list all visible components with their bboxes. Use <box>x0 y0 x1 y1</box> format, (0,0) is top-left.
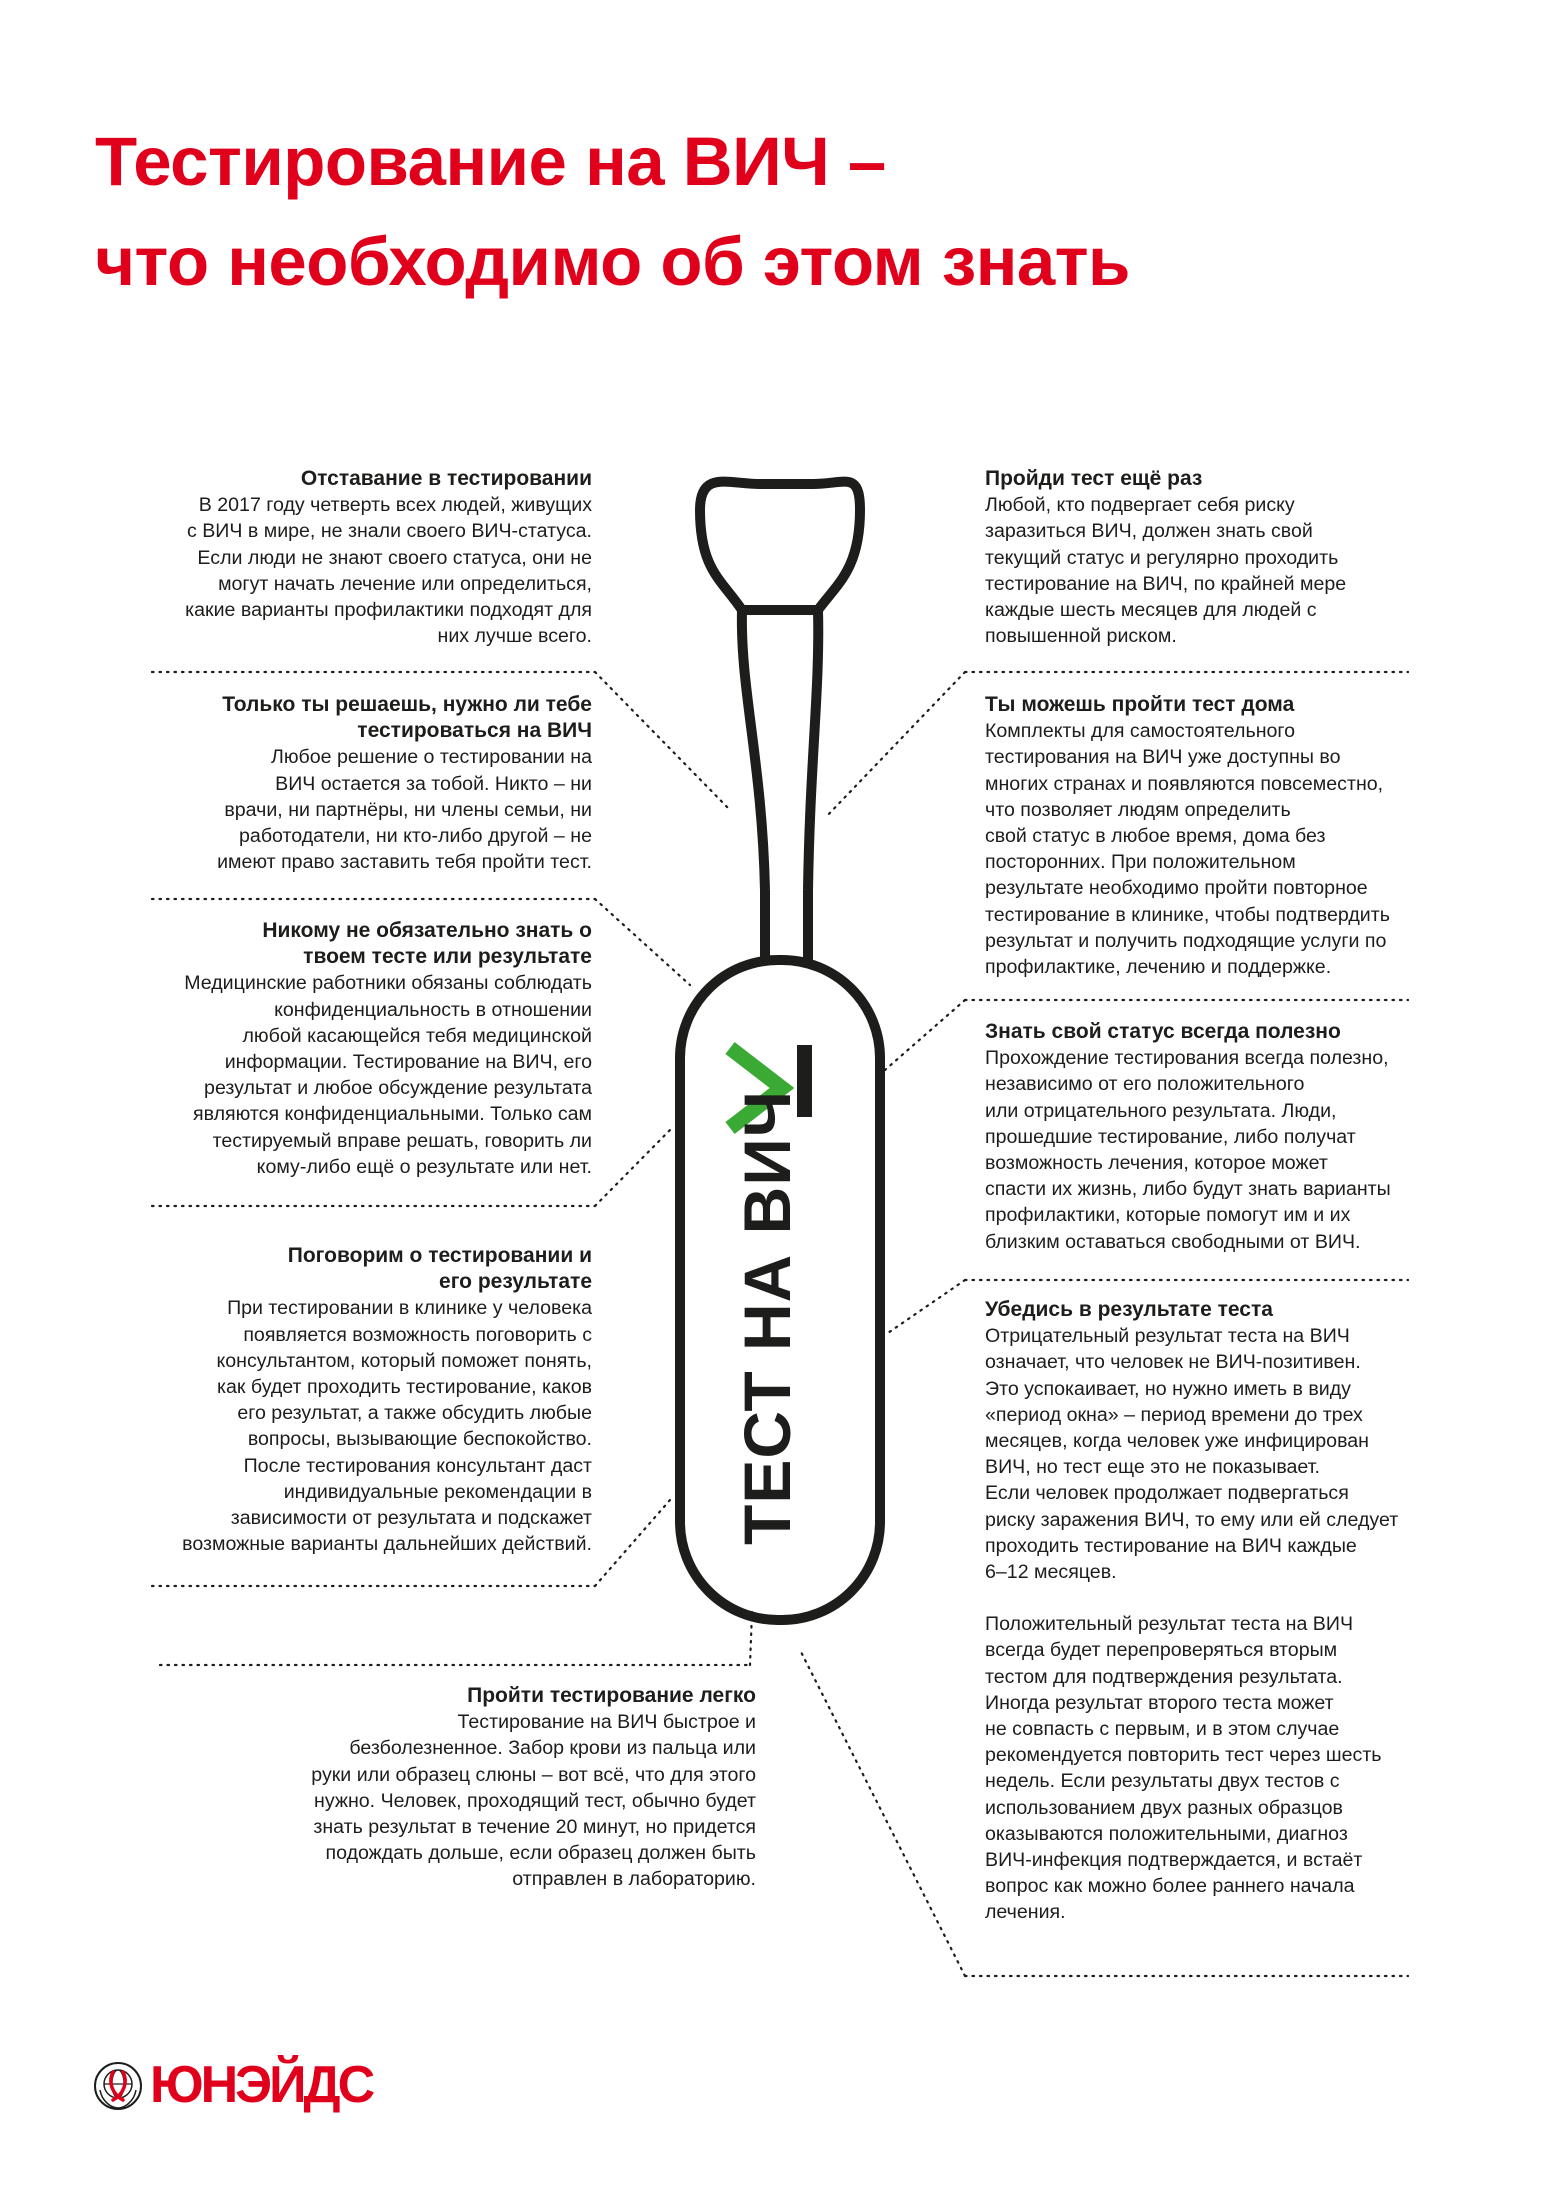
section-body-line: Прохождение тестирования всегда полезно, <box>985 1047 1389 1070</box>
section-body-line: тестом для подтверждения результата. <box>985 1665 1343 1688</box>
title-line-2: что необходимо об этом знать <box>95 223 1130 300</box>
section-heading: Только ты решаешь, нужно ли тебе <box>222 693 592 716</box>
section-heading: Убедись в результате теста <box>985 1298 1273 1321</box>
section-body-line: вопрос как можно более раннего начала <box>985 1875 1355 1898</box>
section-body-line: месяцев, когда человек уже инфицирован <box>985 1430 1369 1453</box>
section-body-line: руки или образец слюны – вот всё, что для этого <box>311 1763 756 1786</box>
section-easy-testing <box>300 1683 756 1893</box>
section-counselling <box>150 1243 592 1557</box>
section-heading: твоем тесте или результате <box>303 945 592 969</box>
section-home-test <box>985 692 1425 980</box>
section-body-line: подождать дольше, если образец должен быть <box>325 1842 756 1865</box>
section-body-line: означает, что человек не ВИЧ-позитивен. <box>985 1351 1361 1374</box>
section-body-line: текущий статус и регулярно проходить <box>985 546 1339 569</box>
section-body-line: профилактике, лечению и поддержке. <box>985 956 1332 979</box>
section-body-line: Иногда результат второго теста может <box>985 1691 1334 1714</box>
section-body-line: рекомендуется повторить тест через шесть <box>985 1744 1382 1767</box>
section-body-line: независимо от его положительного <box>985 1073 1305 1096</box>
section-body-line: многих странах и появляются повсеместно, <box>985 772 1384 795</box>
section-body-line: конфиденциальность в отношении <box>274 998 592 1021</box>
section-body-line: ВИЧ остается за тобой. Никто – ни <box>275 772 592 795</box>
section-confirm-result <box>985 1297 1425 1926</box>
section-body-line: возможные варианты дальнейших действий. <box>182 1533 592 1556</box>
section-body-line: профилактики, которые помогут им и их <box>985 1204 1351 1227</box>
section-body-line: Комплекты для самостоятельного <box>985 720 1296 743</box>
section-body-line: ВИЧ-инфекция подтверждается, и встаёт <box>985 1849 1363 1872</box>
section-body-line: риску заражения ВИЧ, то ему или ей следует <box>985 1508 1399 1531</box>
section-body-line: прошедшие тестирование, либо получат <box>985 1125 1356 1148</box>
unaids-logo-text: ЮНЭЙДС <box>150 2056 373 2114</box>
section-body-line: результате необходимо пройти повторное <box>985 877 1368 900</box>
section-heading: Пройти тестирование легко <box>467 1684 756 1707</box>
section-test-again <box>985 466 1425 649</box>
section-heading: Отставание в тестировании <box>300 467 592 490</box>
section-body-line: ВИЧ, но тест еще это не показывает. <box>985 1456 1320 1479</box>
section-body-line: 6–12 месяцев. <box>985 1561 1117 1584</box>
section-body-line: не совпасть с первым, и в этом случае <box>985 1718 1340 1741</box>
section-heading: Знать свой статус всегда полезно <box>985 1020 1341 1043</box>
device-label: ТЕСТ НА ВИЧ <box>730 1089 804 1545</box>
section-body-line: Отрицательный результат теста на ВИЧ <box>985 1325 1350 1348</box>
section-body-line: близким оставаться свободными от ВИЧ. <box>985 1230 1361 1253</box>
section-body-line: Если люди не знают своего статуса, они не <box>197 546 592 569</box>
section-body-line: или отрицательного результата. Люди, <box>985 1099 1337 1122</box>
section-body-line: что позволяет людям определить <box>985 798 1291 821</box>
unaids-emblem-icon <box>92 2060 144 2112</box>
section-heading: Никому не обязательно знать о <box>262 919 592 942</box>
section-body-line: врачи, ни партнёры, ни члены семьи, ни <box>224 798 592 821</box>
section-body-line: какие варианты профилактики подходят для <box>185 599 592 622</box>
section-heading: Пройди тест ещё раз <box>985 467 1203 490</box>
section-body-line: После тестирования консультант даст <box>243 1454 592 1477</box>
section-body-line: них лучше всего. <box>437 625 592 648</box>
section-body-line: являются конфиденциальными. Только сам <box>193 1103 592 1126</box>
section-body-line: как будет проходить тестирование, каков <box>217 1376 592 1399</box>
section-body-line: посторонних. При положительном <box>985 851 1296 874</box>
section-body-line: лечения. <box>985 1901 1066 1924</box>
section-body-line: работодатели, ни кто-либо другой – не <box>239 825 592 848</box>
section-body-line: спасти их жизнь, либо будут знать варианты <box>985 1178 1391 1201</box>
section-body-line: Любой, кто подвергает себя риску <box>985 494 1295 517</box>
section-body-line: любой касающейся тебя медицинской <box>242 1024 592 1047</box>
section-body-line: Положительный результат теста на ВИЧ <box>985 1613 1354 1636</box>
section-body-line: Это успокаивает, но нужно иметь в виду <box>985 1377 1351 1400</box>
section-body-line: При тестировании в клинике у человека <box>227 1297 592 1320</box>
section-body-line: имеют право заставить тебя пройти тест. <box>217 851 592 874</box>
section-body-line: индивидуальные рекомендации в <box>283 1480 592 1503</box>
section-body-line: Тестирование на ВИЧ быстрое и <box>457 1711 756 1734</box>
section-your-decision <box>150 692 592 875</box>
section-body-line: недель. Если результаты двух тестов с <box>985 1770 1340 1793</box>
section-confidentiality <box>150 918 592 1180</box>
title-line-1: Тестирование на ВИЧ – <box>95 123 886 200</box>
section-body-line: «период окна» – период времени до трех <box>985 1403 1363 1426</box>
section-heading: Ты можешь пройти тест дома <box>985 693 1295 716</box>
section-body-line: его результат, а также обсудить любые <box>237 1402 592 1425</box>
section-body-line: могут начать лечение или определиться, <box>218 572 592 595</box>
section-body-line: В 2017 году четверть всех людей, живущих <box>198 494 592 517</box>
section-body-line: оказываются положительными, диагноз <box>985 1822 1348 1845</box>
section-body-line: результат и получить подходящие услуги по <box>985 929 1387 952</box>
section-body-line: безболезненное. Забор крови из пальца или <box>349 1737 756 1760</box>
section-body-line: тестирование на ВИЧ, по крайней мере <box>985 572 1347 595</box>
section-body-line: результат и любое обсуждение результата <box>204 1077 592 1100</box>
section-know-status <box>985 1019 1425 1255</box>
section-body-line: каждые шесть месяцев для людей с <box>985 599 1317 622</box>
section-heading: тестироваться на ВИЧ <box>357 719 592 743</box>
section-body-line: вопросы, вызывающие беспокойство. <box>247 1428 592 1451</box>
section-body-line: тестирование в клинике, чтобы подтвердить <box>985 903 1390 926</box>
section-heading: его результате <box>439 1270 592 1294</box>
section-body-line: кому-либо ещё о результате или нет. <box>256 1155 592 1178</box>
section-body-line: знать результат в течение 20 минут, но придется <box>313 1816 756 1839</box>
section-body-line: тестируемый вправе решать, говорить ли <box>212 1129 592 1152</box>
section-body-line: Если человек продолжает подвергаться <box>985 1482 1349 1505</box>
section-body-line: нужно. Человек, проходящий тест, обычно будет <box>314 1789 756 1812</box>
section-body-line: использованием двух разных образцов <box>985 1796 1343 1819</box>
section-body-line: Медицинские работники обязаны соблюдать <box>184 972 592 995</box>
section-body-line: отправлен в лабораторию. <box>512 1868 756 1891</box>
section-body-line: консультантом, который поможет понять, <box>216 1349 592 1372</box>
section-body-line: тестирования на ВИЧ уже доступны во <box>985 746 1341 769</box>
section-body-line: проходить тестирование на ВИЧ каждые <box>985 1534 1357 1557</box>
section-body-line: заразиться ВИЧ, должен знать свой <box>985 520 1313 543</box>
section-body-line: Любое решение о тестировании на <box>271 746 592 769</box>
section-body-line: повышенной риском. <box>985 625 1177 648</box>
section-body-line: зависимости от результата и подскажет <box>230 1507 592 1530</box>
section-body-line: свой статус в любое время, дома без <box>985 825 1326 848</box>
section-body-line: появляется возможность поговорить с <box>243 1323 592 1346</box>
section-heading: Поговорим о тестировании и <box>287 1244 592 1267</box>
section-body-line: всегда будет перепроверяться вторым <box>985 1639 1338 1662</box>
section-testing-gap <box>150 466 592 649</box>
section-body-line: информации. Тестирование на ВИЧ, его <box>224 1051 592 1074</box>
section-body-line: с ВИЧ в мире, не знали своего ВИЧ-статуса. <box>186 520 592 543</box>
section-body-line: возможность лечения, которое может <box>985 1152 1328 1175</box>
